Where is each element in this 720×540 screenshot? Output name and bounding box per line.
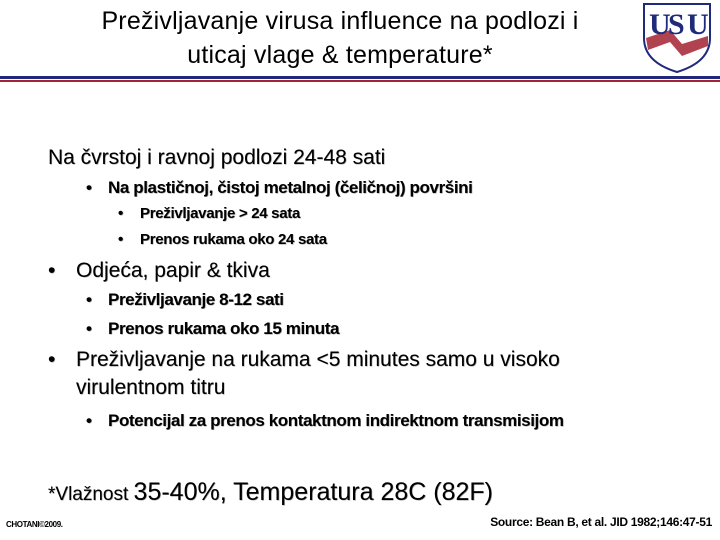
note-prefix: *Vlažnost [48, 484, 134, 505]
item3-text-line1: Preživljavanje na rukama <5 minutes samo u visoko [76, 348, 560, 371]
svg-text:U: U [687, 8, 709, 41]
bullet-item-3-continued [76, 376, 225, 400]
footer-copyright: CHOTANI©2009. [6, 520, 63, 529]
item1-sub1a: Preživljavanje > 24 sata [140, 205, 300, 222]
header-rule-blue [0, 76, 720, 79]
item3-text-line2: virulentnom titru [76, 376, 226, 399]
bullet-icon: • [86, 411, 92, 430]
sub-item [86, 290, 284, 310]
bullet-icon: • [118, 205, 123, 222]
bullet-icon: • [48, 348, 56, 371]
usu-logo [640, 0, 714, 74]
sub-item [86, 319, 339, 339]
item1-sub1b: Prenos rukama oko 24 sata [140, 231, 327, 248]
bullet-icon: • [86, 319, 92, 338]
sub-item [86, 411, 564, 431]
item2-sub2: Prenos rukama oko 15 minuta [108, 319, 340, 338]
title-line-2: uticaj vlage & temperature* [187, 41, 493, 69]
svg-text:U: U [649, 8, 671, 41]
note-main: 35-40%, Temperatura 28C (82F) [133, 478, 493, 506]
item3-sub1: Potencijal za prenos kontaktnom indirektnom transmisijom [108, 411, 564, 430]
sub-sub-item [118, 231, 327, 248]
bullet-item-1 [48, 146, 385, 170]
item2-text: Odjeća, papir & tkiva [76, 259, 270, 282]
bullet-icon: • [86, 290, 92, 309]
header-rule-red [0, 80, 720, 82]
bullet-icon: • [86, 178, 92, 197]
item2-sub1: Preživljavanje 8-12 sati [108, 290, 284, 309]
item1-sub1: Na plastičnoj, čistoj metalnoj (čeličnoj) površini [108, 178, 473, 197]
item1-text: Na čvrstoj i ravnoj podlozi 24-48 sati [48, 146, 386, 169]
bullet-item-3 [48, 348, 560, 372]
bullet-icon: • [118, 231, 123, 248]
sub-item [86, 178, 472, 198]
title-line-1: Preživljavanje virusa influence na podlozi i [101, 7, 579, 35]
slide-title [40, 4, 640, 72]
bullet-item-2 [48, 259, 270, 283]
svg-text:S: S [668, 8, 685, 41]
footer-source: Source: Bean B, et al. JID 1982;146:47-51 [490, 515, 712, 529]
bullet-icon: • [48, 259, 56, 282]
humidity-temperature-note [48, 478, 493, 507]
sub-sub-item [118, 205, 300, 222]
